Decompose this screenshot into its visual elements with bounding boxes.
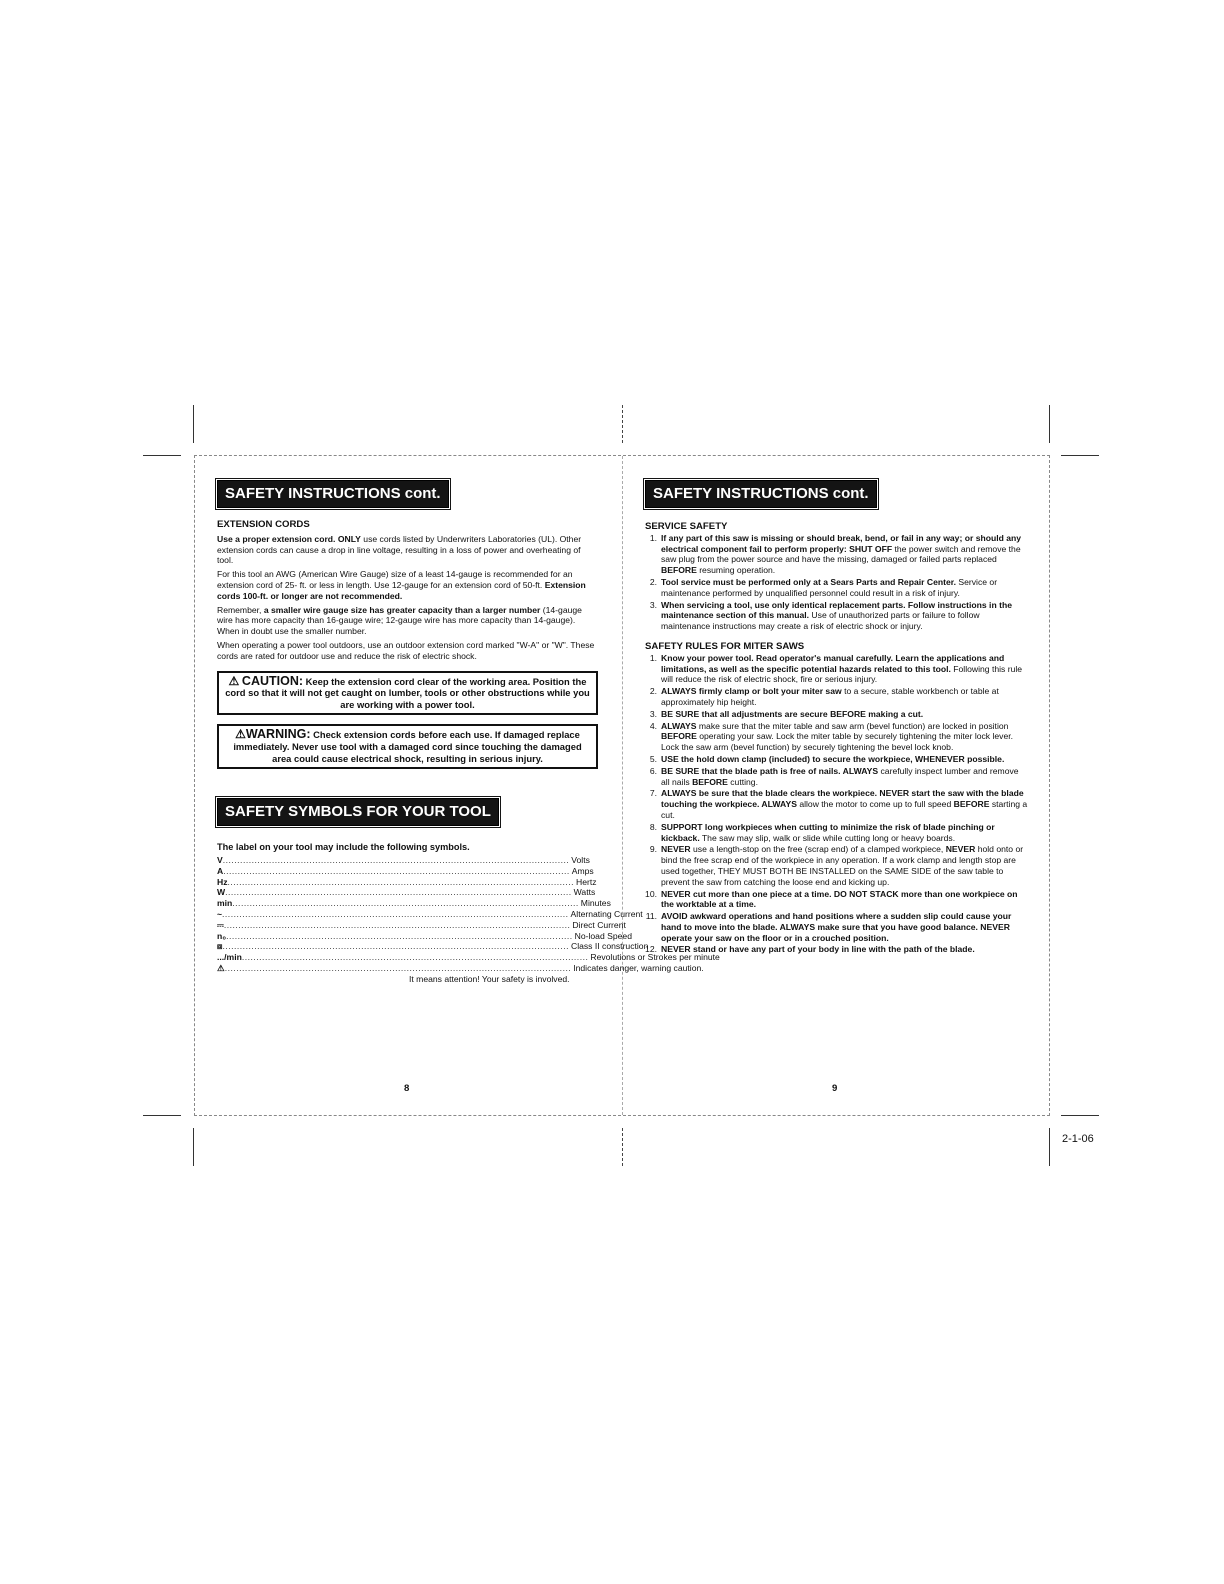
- item-text: make sure that the miter table and saw arm (bevel function) are locked in position: [696, 720, 1009, 731]
- service-safety-list: [645, 533, 1029, 632]
- symbol-key: W: [217, 887, 226, 898]
- item-text: BE SURE that the blade path is free of nails. ALWAYS: [661, 765, 879, 776]
- item-number: 4.: [649, 720, 657, 731]
- extension-cords-heading: EXTENSION CORDS: [217, 519, 310, 530]
- symbols-intro: The label on your tool may include the following symbols.: [217, 842, 470, 853]
- item-text: ALWAYS: [661, 720, 697, 731]
- symbol-row: [217, 952, 720, 963]
- item-number: 2.: [649, 576, 657, 587]
- crop-mark-right-bottom: [1061, 1115, 1099, 1116]
- service-safety-item: [645, 600, 1029, 632]
- item-number: 10.: [645, 888, 657, 899]
- leader-dots: ........................................................................................................................: [224, 962, 572, 973]
- extension-cords-paragraph-4: When operating a power tool outdoors, use an outdoor extension cord marked "W-A" or "W". These cords are rated for outdoor use and reduce the risk of electric shock.: [217, 639, 595, 661]
- miter-saw-rules-heading: SAFETY RULES FOR MITER SAWS: [645, 640, 805, 652]
- miter-rule-item: [645, 766, 1029, 788]
- symbol-meaning: Direct Current: [572, 919, 626, 930]
- symbol-meaning: Alternating Current: [570, 908, 643, 919]
- item-number: 2.: [649, 686, 657, 697]
- item-text: to a secure, stable workbench or table at approximately hip height.: [661, 686, 999, 707]
- symbol-meaning: Minutes: [580, 898, 611, 909]
- symbol-key: ⧈: [217, 941, 223, 952]
- leader-dots: ........................................................................................................................: [241, 952, 589, 963]
- item-text: operating your saw. Lock the miter table by securely tightening the miter lock lever. Lock the saw arm (bevel function) by securely tightening the bevel lock knob.: [661, 731, 1014, 753]
- symbol-row: [217, 930, 632, 942]
- symbol-row: [217, 962, 704, 974]
- item-number: 1.: [649, 652, 657, 663]
- item-text: BEFORE: [661, 565, 697, 576]
- item-text: use a length-stop on the free (scrap end) of a clamped workpiece,: [690, 844, 946, 855]
- miter-saw-rules-list: [645, 653, 1029, 956]
- item-text: Know your power tool. Read operator's manual carefully. Learn the applications and limitations, as well as the specific potential hazards related to this tool.: [661, 652, 1005, 674]
- symbol-key: .../min: [217, 952, 242, 963]
- crop-mark-left-top: [143, 455, 181, 456]
- symbol-meaning: Hertz: [576, 876, 597, 887]
- item-text: starting a cut.: [661, 799, 1028, 820]
- item-text: the power switch and remove the saw plug from the power source and have the missing, damaged or failed parts replaced: [661, 543, 1021, 565]
- symbol-row: [217, 908, 643, 920]
- miter-rule-item: [645, 686, 1029, 708]
- symbol-meaning: Amps: [571, 865, 594, 876]
- item-number: 6.: [649, 765, 657, 776]
- item-text: ALWAYS be sure that the blade clears the workpiece. NEVER start the saw with the blade touching the workpiece. ALWAYS: [661, 788, 1024, 810]
- item-text: If any part of this saw is missing or should break, bend, or fail in any way; or should any electrical component fail to perform properly: SHUT OFF: [661, 532, 1022, 554]
- symbol-key: A: [217, 865, 224, 876]
- item-text: carefully inspect lumber and remove all nails: [661, 765, 1019, 787]
- right-page: [645, 480, 1029, 956]
- extension-cords-paragraph-2: For this tool an AWG (American Wire Gauge) size of a least 14-gauge is recommended for an extension cord of 25- ft. or less in length. Use 12-gauge for an extension cord of 50-ft. Extension cords 100-ft. or longer are not recommended.: [217, 569, 586, 601]
- crop-mark-bottom-right: [1049, 1128, 1050, 1166]
- miter-rule-item: [645, 709, 1029, 720]
- item-text: Use of unauthorized parts or failure to follow maintenance instructions may create a risk of electric shock or injury.: [661, 610, 980, 632]
- section-header-safety-symbols: SAFETY SYMBOLS FOR YOUR TOOL: [217, 798, 499, 826]
- leader-dots: ........................................................................................................................: [222, 908, 569, 919]
- item-text: NEVER: [661, 844, 691, 855]
- symbol-row: [217, 877, 598, 888]
- crop-mark-top-right: [1049, 405, 1050, 443]
- miter-rule-item: [645, 653, 1029, 685]
- section-header-safety-instructions: SAFETY INSTRUCTIONS cont.: [217, 480, 449, 508]
- item-number: 7.: [649, 788, 657, 799]
- service-safety-item: [645, 577, 1029, 599]
- leader-dots: ........................................................................................................................: [223, 865, 570, 876]
- item-number: 5.: [649, 753, 657, 764]
- symbol-row: [217, 898, 611, 909]
- item-text: NEVER: [945, 844, 976, 855]
- item-text: BEFORE: [953, 799, 990, 810]
- item-number: 9.: [649, 844, 657, 855]
- caution-box: ⚠ CAUTION: Keep the extension cord clear of the working area. Position the cord so that it will not get caught on lumber, tools or other obstructions while you are working with a power tool.: [217, 671, 598, 716]
- leader-dots: ........................................................................................................................: [225, 887, 572, 898]
- symbols-tail: It means attention! Your safety is involved.: [409, 973, 570, 984]
- item-text: ALWAYS firmly clamp or bolt your miter saw: [661, 686, 842, 697]
- miter-rule-item: [645, 822, 1029, 844]
- item-text: hold onto or bind the free scrap end of the workpiece in any operation. If a work clamp and length stop are used together, THEY MUST BOTH BE INSTALLED on the SAME SIDE of the saw table to prevent the saw from catching the loose end and kicking up.: [661, 844, 1024, 887]
- miter-rule-item: [645, 844, 1029, 887]
- crop-mark-right-top: [1061, 455, 1099, 456]
- miter-rule-item: [645, 889, 1029, 911]
- leader-dots: ........................................................................................................................: [222, 854, 570, 865]
- symbol-key: V: [217, 854, 223, 865]
- symbol-meaning: Volts: [571, 854, 590, 865]
- symbol-row: [217, 941, 649, 952]
- miter-rule-item: [645, 788, 1029, 820]
- item-number: 3.: [649, 599, 657, 610]
- item-text: NEVER cut more than one piece at a time. DO NOT STACK more than one workpiece on the worktable at a time.: [661, 888, 1018, 910]
- leader-dots: ........................................................................................................................: [226, 930, 573, 941]
- miter-rule-item: [645, 911, 1029, 943]
- item-text: The saw may slip, walk or slide while cutting long or heavy boards.: [699, 832, 956, 843]
- symbol-meaning: No-load Speed: [574, 930, 632, 941]
- extension-cords-paragraph-1: Use a proper extension cord. ONLY use cords listed by Underwriters Laboratories (UL). Other extension cords can cause a drop in line voltage, resulting in a loss of power and overheating of tool.: [217, 533, 582, 566]
- item-text: BEFORE: [661, 731, 697, 742]
- symbol-key: ⎓: [217, 919, 224, 930]
- symbol-row: [217, 855, 598, 866]
- item-number: 11.: [645, 911, 657, 922]
- extension-cords-paragraph-3: Remember, a smaller wire gauge size has greater capacity than a larger number (14-gauge wire has more capacity than 16-gauge wire; 12-gauge wire has more capacity than 14-gauge). When in doubt use the smaller number.: [217, 604, 582, 637]
- print-date: 2-1-06: [1062, 1133, 1094, 1145]
- leader-dots: ........................................................................................................................: [227, 876, 575, 887]
- item-text: allow the motor to come up to full speed: [796, 799, 954, 810]
- leader-dots: ........................................................................................................................: [232, 898, 579, 909]
- item-number: 8.: [649, 821, 657, 832]
- item-text: resuming operation.: [696, 565, 776, 576]
- item-text: cutting.: [727, 776, 758, 787]
- symbol-key: ~: [217, 908, 223, 919]
- item-number: 3.: [649, 708, 657, 719]
- crop-mark-bottom-center: [622, 1128, 623, 1166]
- item-text: NEVER stand or have any part of your body in line with the path of the blade.: [661, 944, 975, 955]
- symbol-key: n₀: [217, 930, 227, 941]
- item-text: Following this rule will reduce the risk of electric shock, fire or serious injury.: [661, 663, 1023, 685]
- symbol-meaning: Indicates danger, warning caution.: [573, 962, 704, 973]
- page-number-left: 8: [404, 1083, 410, 1094]
- service-safety-item: [645, 533, 1029, 576]
- item-text: AVOID awkward operations and hand positions where a sudden slip could cause your hand to move into the blade. ALWAYS make sure that you have good balance. NEVER operate your saw on the floor or in a crouched position.: [661, 911, 1012, 943]
- page-number-right: 9: [832, 1083, 838, 1094]
- crop-mark-left-bottom: [143, 1115, 181, 1116]
- miter-rule-item: [645, 721, 1029, 753]
- item-text: SUPPORT long workpieces when cutting to minimize the risk of blade pinching or kickback.: [661, 821, 995, 843]
- item-number: 12.: [645, 944, 657, 955]
- symbol-key: ⚠: [217, 962, 225, 973]
- leader-dots: ........................................................................................................................: [222, 941, 569, 952]
- symbol-meaning: Class II construction: [570, 941, 649, 952]
- miter-rule-item: [645, 944, 1029, 955]
- item-text: Tool service must be performed only at a Sears Parts and Repair Center.: [661, 576, 956, 587]
- warning-box: ⚠WARNING: Check extension cords before each use. If damaged replace immediately. Never use tool with a damaged cord since touching the damaged area could cause electrical shock, resulting in serious injury.: [217, 724, 598, 769]
- item-text: USE the hold down clamp (included) to secure the workpiece, WHENEVER possible.: [661, 753, 1005, 764]
- symbol-row: [217, 919, 626, 931]
- item-text: BEFORE: [692, 776, 728, 787]
- symbol-key: min: [217, 898, 233, 909]
- crop-mark-top-center: [622, 405, 623, 443]
- symbol-key: Hz: [217, 876, 228, 887]
- crop-mark-bottom-left: [193, 1128, 194, 1166]
- symbol-meaning: Revolutions or Strokes per minute: [590, 952, 720, 963]
- warning-triangle-icon: ⚠: [228, 673, 240, 688]
- symbol-meaning: Watts: [573, 887, 596, 898]
- symbol-row: [217, 866, 598, 877]
- service-safety-heading: SERVICE SAFETY: [645, 521, 728, 532]
- symbol-row: [217, 887, 598, 898]
- warning-triangle-icon: ⚠: [235, 727, 246, 742]
- item-number: 1.: [649, 532, 657, 543]
- item-text: When servicing a tool, use only identical replacement parts. Follow instructions in the maintenance section of this manual.: [661, 599, 1012, 621]
- item-text: BE SURE that all adjustments are secure BEFORE making a cut.: [661, 708, 924, 719]
- section-header-safety-instructions-right: SAFETY INSTRUCTIONS cont.: [645, 480, 877, 508]
- crop-mark-top-left: [193, 405, 194, 443]
- item-text: Service or maintenance performed by unqualified personnel could result in a risk of injury.: [661, 576, 998, 598]
- leader-dots: ........................................................................................................................: [223, 919, 571, 930]
- miter-rule-item: [645, 754, 1029, 765]
- page-fold-line: [622, 456, 623, 1115]
